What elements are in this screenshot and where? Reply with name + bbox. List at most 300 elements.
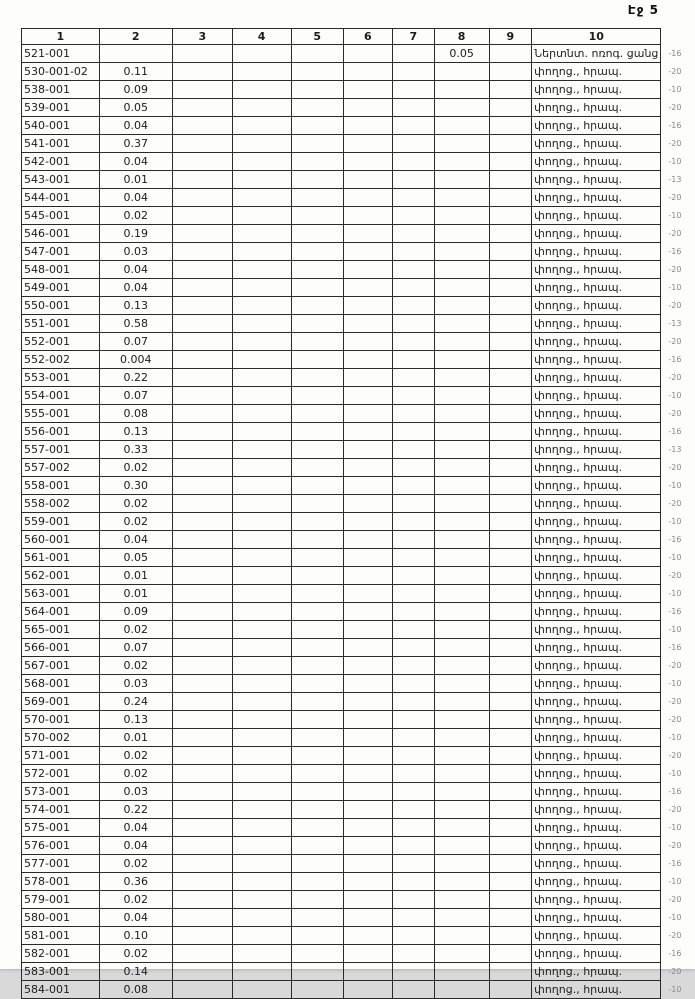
cell-col9 [489, 441, 532, 459]
cell-col4 [232, 171, 291, 189]
cell-col8 [434, 297, 489, 315]
cell-col7 [393, 603, 435, 621]
cell-col4 [232, 135, 291, 153]
cell-col6 [343, 585, 392, 603]
table-row [22, 801, 695, 819]
cell-col2: 0.13 [99, 297, 172, 315]
cell-col7 [393, 189, 435, 207]
cell-col2: 0.02 [99, 207, 172, 225]
cell-col3 [172, 117, 232, 135]
margin-mark: -10 [668, 985, 682, 994]
cell-col7 [393, 801, 435, 819]
table-row [22, 297, 695, 315]
cell-col5 [291, 603, 343, 621]
cell-col1: 584-001 [22, 981, 100, 999]
cell-col10: փողոց., հրապ. [532, 351, 661, 369]
cell-col4 [232, 279, 291, 297]
margin-mark: -20 [668, 571, 682, 580]
margin-mark: -13 [668, 319, 682, 328]
cell-col3 [172, 369, 232, 387]
cell-col1: 570-002 [22, 729, 100, 747]
cell-col9 [489, 837, 532, 855]
margin-mark: -10 [668, 517, 682, 526]
cell-col10: փողոց., հրապ. [532, 441, 661, 459]
column-header-3: 3 [172, 29, 232, 45]
cell-col8 [434, 333, 489, 351]
table-row [22, 441, 695, 459]
cell-col6 [343, 225, 392, 243]
cell-col5 [291, 315, 343, 333]
cell-col4 [232, 747, 291, 765]
cell-col10: փողոց., հրապ. [532, 153, 661, 171]
cell-col4 [232, 531, 291, 549]
cell-col3 [172, 531, 232, 549]
cell-col10: փողոց., հրապ. [532, 117, 661, 135]
cell-col8 [434, 981, 489, 999]
cell-col5 [291, 873, 343, 891]
cell-col9 [489, 81, 532, 99]
cell-col5 [291, 945, 343, 963]
cell-col7 [393, 243, 435, 261]
cell-col4 [232, 117, 291, 135]
cell-col4 [232, 657, 291, 675]
cell-col10: փողոց., հրապ. [532, 801, 661, 819]
cell-col1: 555-001 [22, 405, 100, 423]
margin-mark: -10 [668, 481, 682, 490]
cell-col10: փողոց., հրապ. [532, 567, 661, 585]
cell-col8 [434, 585, 489, 603]
cell-col1: 569-001 [22, 693, 100, 711]
cell-col6 [343, 63, 392, 81]
margin-mark: -16 [668, 49, 682, 58]
cell-col3 [172, 621, 232, 639]
cell-col2: 0.02 [99, 945, 172, 963]
cell-col10: փողոց., հրապ. [532, 99, 661, 117]
cell-col1: 578-001 [22, 873, 100, 891]
table-row [22, 495, 695, 513]
cell-col5 [291, 441, 343, 459]
cell-col9 [489, 63, 532, 81]
cell-col1: 521-001 [22, 45, 100, 63]
table-row [22, 963, 695, 981]
cell-col6 [343, 657, 392, 675]
cell-col8 [434, 477, 489, 495]
cell-col5 [291, 837, 343, 855]
cell-col2: 0.02 [99, 513, 172, 531]
margin-mark: -20 [668, 409, 682, 418]
cell-col5 [291, 621, 343, 639]
margin-mark: -20 [668, 697, 682, 706]
cell-col3 [172, 837, 232, 855]
cell-col7 [393, 837, 435, 855]
cell-col7 [393, 585, 435, 603]
cell-col9 [489, 513, 532, 531]
cell-col9 [489, 639, 532, 657]
cell-col9 [489, 621, 532, 639]
cell-col4 [232, 567, 291, 585]
cell-col3 [172, 261, 232, 279]
cell-col9 [489, 369, 532, 387]
cell-col4 [232, 981, 291, 999]
table-row [22, 711, 695, 729]
table-row [22, 819, 695, 837]
cell-col7 [393, 963, 435, 981]
cell-col10: փողոց., հրապ. [532, 909, 661, 927]
cell-col5 [291, 909, 343, 927]
cell-col8 [434, 153, 489, 171]
cell-col6 [343, 747, 392, 765]
cell-col2: 0.02 [99, 891, 172, 909]
table-row [22, 729, 695, 747]
cell-col3 [172, 315, 232, 333]
margin-mark: -10 [668, 823, 682, 832]
cell-col8 [434, 837, 489, 855]
cell-col9 [489, 243, 532, 261]
margin-mark: -20 [668, 499, 682, 508]
cell-col5 [291, 927, 343, 945]
cell-col6 [343, 675, 392, 693]
table-row [22, 369, 695, 387]
cell-col6 [343, 927, 392, 945]
table-row [22, 81, 695, 99]
cell-col9 [489, 261, 532, 279]
cell-col10: փողոց., հրապ. [532, 333, 661, 351]
cell-col5 [291, 711, 343, 729]
table-row [22, 279, 695, 297]
cell-col1: 547-001 [22, 243, 100, 261]
cell-col5 [291, 819, 343, 837]
cell-col8 [434, 279, 489, 297]
cell-col9 [489, 297, 532, 315]
cell-col5 [291, 513, 343, 531]
cell-col8 [434, 405, 489, 423]
margin-mark: -10 [668, 85, 682, 94]
cell-col6 [343, 729, 392, 747]
cell-col6 [343, 369, 392, 387]
cell-col5 [291, 261, 343, 279]
cell-col10: փողոց., հրապ. [532, 783, 661, 801]
cell-col8 [434, 135, 489, 153]
cell-col6 [343, 531, 392, 549]
cell-col5 [291, 693, 343, 711]
margin-mark: -16 [668, 859, 682, 868]
cell-col9 [489, 531, 532, 549]
column-header-5: 5 [291, 29, 343, 45]
cell-col9 [489, 99, 532, 117]
cell-col5 [291, 117, 343, 135]
cell-col1: 571-001 [22, 747, 100, 765]
cell-col5 [291, 423, 343, 441]
margin-mark: -20 [668, 103, 682, 112]
cell-col8 [434, 855, 489, 873]
cell-col2: 0.04 [99, 153, 172, 171]
cell-col6 [343, 459, 392, 477]
cell-col6 [343, 189, 392, 207]
margin-mark: -20 [668, 841, 682, 850]
table-row [22, 945, 695, 963]
column-header-6: 6 [343, 29, 392, 45]
cell-col9 [489, 171, 532, 189]
cell-col3 [172, 819, 232, 837]
table-row [22, 855, 695, 873]
cell-col2: 0.02 [99, 459, 172, 477]
cell-col6 [343, 477, 392, 495]
cell-col1: 580-001 [22, 909, 100, 927]
column-header-4: 4 [232, 29, 291, 45]
cell-col9 [489, 855, 532, 873]
table-row [22, 909, 695, 927]
cell-col1: 554-001 [22, 387, 100, 405]
cell-col10: փողոց., հրապ. [532, 693, 661, 711]
cell-col7 [393, 333, 435, 351]
cell-col8 [434, 711, 489, 729]
cell-col9 [489, 729, 532, 747]
cell-col8 [434, 729, 489, 747]
column-header-9: 9 [489, 29, 532, 45]
cell-col2: 0.03 [99, 243, 172, 261]
cell-col5 [291, 531, 343, 549]
cell-col7 [393, 675, 435, 693]
table-row [22, 351, 695, 369]
cell-col5 [291, 495, 343, 513]
cell-col8 [434, 387, 489, 405]
cell-col8 [434, 189, 489, 207]
cell-col7 [393, 747, 435, 765]
cell-col9 [489, 405, 532, 423]
cell-col6 [343, 855, 392, 873]
cell-col8 [434, 531, 489, 549]
cell-col7 [393, 945, 435, 963]
cell-col2: 0.22 [99, 801, 172, 819]
cell-col8 [434, 81, 489, 99]
cell-col4 [232, 405, 291, 423]
margin-mark: -10 [668, 625, 682, 634]
cell-col5 [291, 99, 343, 117]
cell-col9 [489, 675, 532, 693]
cell-col2: 0.07 [99, 639, 172, 657]
cell-col9 [489, 387, 532, 405]
cell-col5 [291, 333, 343, 351]
margin-mark: -20 [668, 193, 682, 202]
cell-col8 [434, 351, 489, 369]
margin-mark: -13 [668, 175, 682, 184]
table-row [22, 981, 695, 999]
cell-col2: 0.04 [99, 279, 172, 297]
table-row [22, 261, 695, 279]
cell-col8 [434, 603, 489, 621]
cell-col3 [172, 351, 232, 369]
cell-col6 [343, 945, 392, 963]
cell-col5 [291, 45, 343, 63]
cell-col3 [172, 45, 232, 63]
margin-mark: -20 [668, 229, 682, 238]
cell-col2: 0.05 [99, 549, 172, 567]
table-row [22, 639, 695, 657]
cell-col10: փողոց., հրապ. [532, 711, 661, 729]
cell-col10: փողոց., հրապ. [532, 927, 661, 945]
cell-col9 [489, 873, 532, 891]
cell-col1: 557-001 [22, 441, 100, 459]
cell-col2: 0.13 [99, 423, 172, 441]
cell-col7 [393, 405, 435, 423]
cell-col4 [232, 189, 291, 207]
margin-mark: -20 [668, 463, 682, 472]
cell-col4 [232, 675, 291, 693]
cell-col8 [434, 639, 489, 657]
cell-col2: 0.02 [99, 495, 172, 513]
cell-col6 [343, 981, 392, 999]
cell-col4 [232, 297, 291, 315]
cell-col9 [489, 819, 532, 837]
table-row [22, 891, 695, 909]
table-row [22, 405, 695, 423]
margin-mark: -20 [668, 337, 682, 346]
cell-col1: 549-001 [22, 279, 100, 297]
cell-col8 [434, 567, 489, 585]
table-row [22, 171, 695, 189]
cell-col6 [343, 405, 392, 423]
cell-col3 [172, 711, 232, 729]
cell-col1: 560-001 [22, 531, 100, 549]
margin-mark: -16 [668, 427, 682, 436]
table-row [22, 873, 695, 891]
cell-col8 [434, 513, 489, 531]
cell-col3 [172, 423, 232, 441]
cell-col2: 0.36 [99, 873, 172, 891]
cell-col3 [172, 459, 232, 477]
cell-col1: 573-001 [22, 783, 100, 801]
cell-col9 [489, 279, 532, 297]
cell-col1: 581-001 [22, 927, 100, 945]
margin-mark: -10 [668, 391, 682, 400]
cell-col6 [343, 243, 392, 261]
cell-col3 [172, 963, 232, 981]
cell-col6 [343, 801, 392, 819]
cell-col2: 0.37 [99, 135, 172, 153]
cell-col10: Ներտնտ. ոռոգ. ցանց [532, 45, 661, 63]
cell-col7 [393, 765, 435, 783]
cell-col8 [434, 495, 489, 513]
cell-col10: փողոց., հրապ. [532, 225, 661, 243]
cell-col1: 544-001 [22, 189, 100, 207]
cell-col7 [393, 477, 435, 495]
cell-col10: փողոց., հրապ. [532, 477, 661, 495]
cell-col6 [343, 135, 392, 153]
cell-col8 [434, 207, 489, 225]
table-row [22, 153, 695, 171]
cell-col4 [232, 369, 291, 387]
cell-col6 [343, 171, 392, 189]
margin-mark: -10 [668, 211, 682, 220]
cell-col6 [343, 837, 392, 855]
cell-col9 [489, 783, 532, 801]
cell-col10: փողոց., հրապ. [532, 423, 661, 441]
cell-col5 [291, 459, 343, 477]
cell-col2: 0.04 [99, 117, 172, 135]
margin-mark: -16 [668, 787, 682, 796]
cell-col7 [393, 171, 435, 189]
cell-col10: փողոց., հրապ. [532, 63, 661, 81]
cell-col5 [291, 405, 343, 423]
margin-mark: -20 [668, 265, 682, 274]
cell-col2: 0.22 [99, 369, 172, 387]
cell-col1: 564-001 [22, 603, 100, 621]
cell-col1: 572-001 [22, 765, 100, 783]
cell-col9 [489, 963, 532, 981]
cell-col5 [291, 783, 343, 801]
cell-col9 [489, 45, 532, 63]
cell-col1: 539-001 [22, 99, 100, 117]
cell-col6 [343, 351, 392, 369]
cell-col6 [343, 387, 392, 405]
cell-col2: 0.02 [99, 657, 172, 675]
cell-col7 [393, 909, 435, 927]
cell-col4 [232, 837, 291, 855]
cell-col3 [172, 639, 232, 657]
margin-mark: -20 [668, 661, 682, 670]
cell-col2: 0.004 [99, 351, 172, 369]
cell-col5 [291, 153, 343, 171]
cell-col6 [343, 45, 392, 63]
cell-col4 [232, 909, 291, 927]
cell-col7 [393, 225, 435, 243]
cell-col8 [434, 315, 489, 333]
cell-col5 [291, 765, 343, 783]
table-row [22, 315, 695, 333]
cell-col2: 0.08 [99, 405, 172, 423]
margin-mark: -20 [668, 139, 682, 148]
cell-col9 [489, 207, 532, 225]
cell-col4 [232, 477, 291, 495]
cell-col3 [172, 495, 232, 513]
table-row [22, 387, 695, 405]
cell-col2: 0.58 [99, 315, 172, 333]
cell-col1: 546-001 [22, 225, 100, 243]
cell-col10: փողոց., հրապ. [532, 585, 661, 603]
column-header-8: 8 [434, 29, 489, 45]
cell-col7 [393, 621, 435, 639]
cell-col3 [172, 783, 232, 801]
cell-col8 [434, 801, 489, 819]
cell-col7 [393, 711, 435, 729]
cell-col10: փողոց., հրապ. [532, 135, 661, 153]
margin-mark: -20 [668, 895, 682, 904]
cell-col3 [172, 225, 232, 243]
cell-col9 [489, 927, 532, 945]
cell-col7 [393, 459, 435, 477]
cell-col4 [232, 225, 291, 243]
cell-col7 [393, 351, 435, 369]
cell-col10: փողոց., հրապ. [532, 945, 661, 963]
cell-col6 [343, 711, 392, 729]
cell-col4 [232, 765, 291, 783]
cell-col6 [343, 567, 392, 585]
cell-col7 [393, 369, 435, 387]
table-row [22, 783, 695, 801]
cell-col6 [343, 909, 392, 927]
cell-col8 [434, 225, 489, 243]
cell-col10: փողոց., հրապ. [532, 603, 661, 621]
cell-col9 [489, 801, 532, 819]
cell-col2: 0.03 [99, 783, 172, 801]
cell-col2: 0.08 [99, 981, 172, 999]
cell-col1: 575-001 [22, 819, 100, 837]
cell-col1: 577-001 [22, 855, 100, 873]
cell-col8 [434, 945, 489, 963]
cell-col2: 0.04 [99, 819, 172, 837]
cell-col5 [291, 477, 343, 495]
cell-col6 [343, 495, 392, 513]
